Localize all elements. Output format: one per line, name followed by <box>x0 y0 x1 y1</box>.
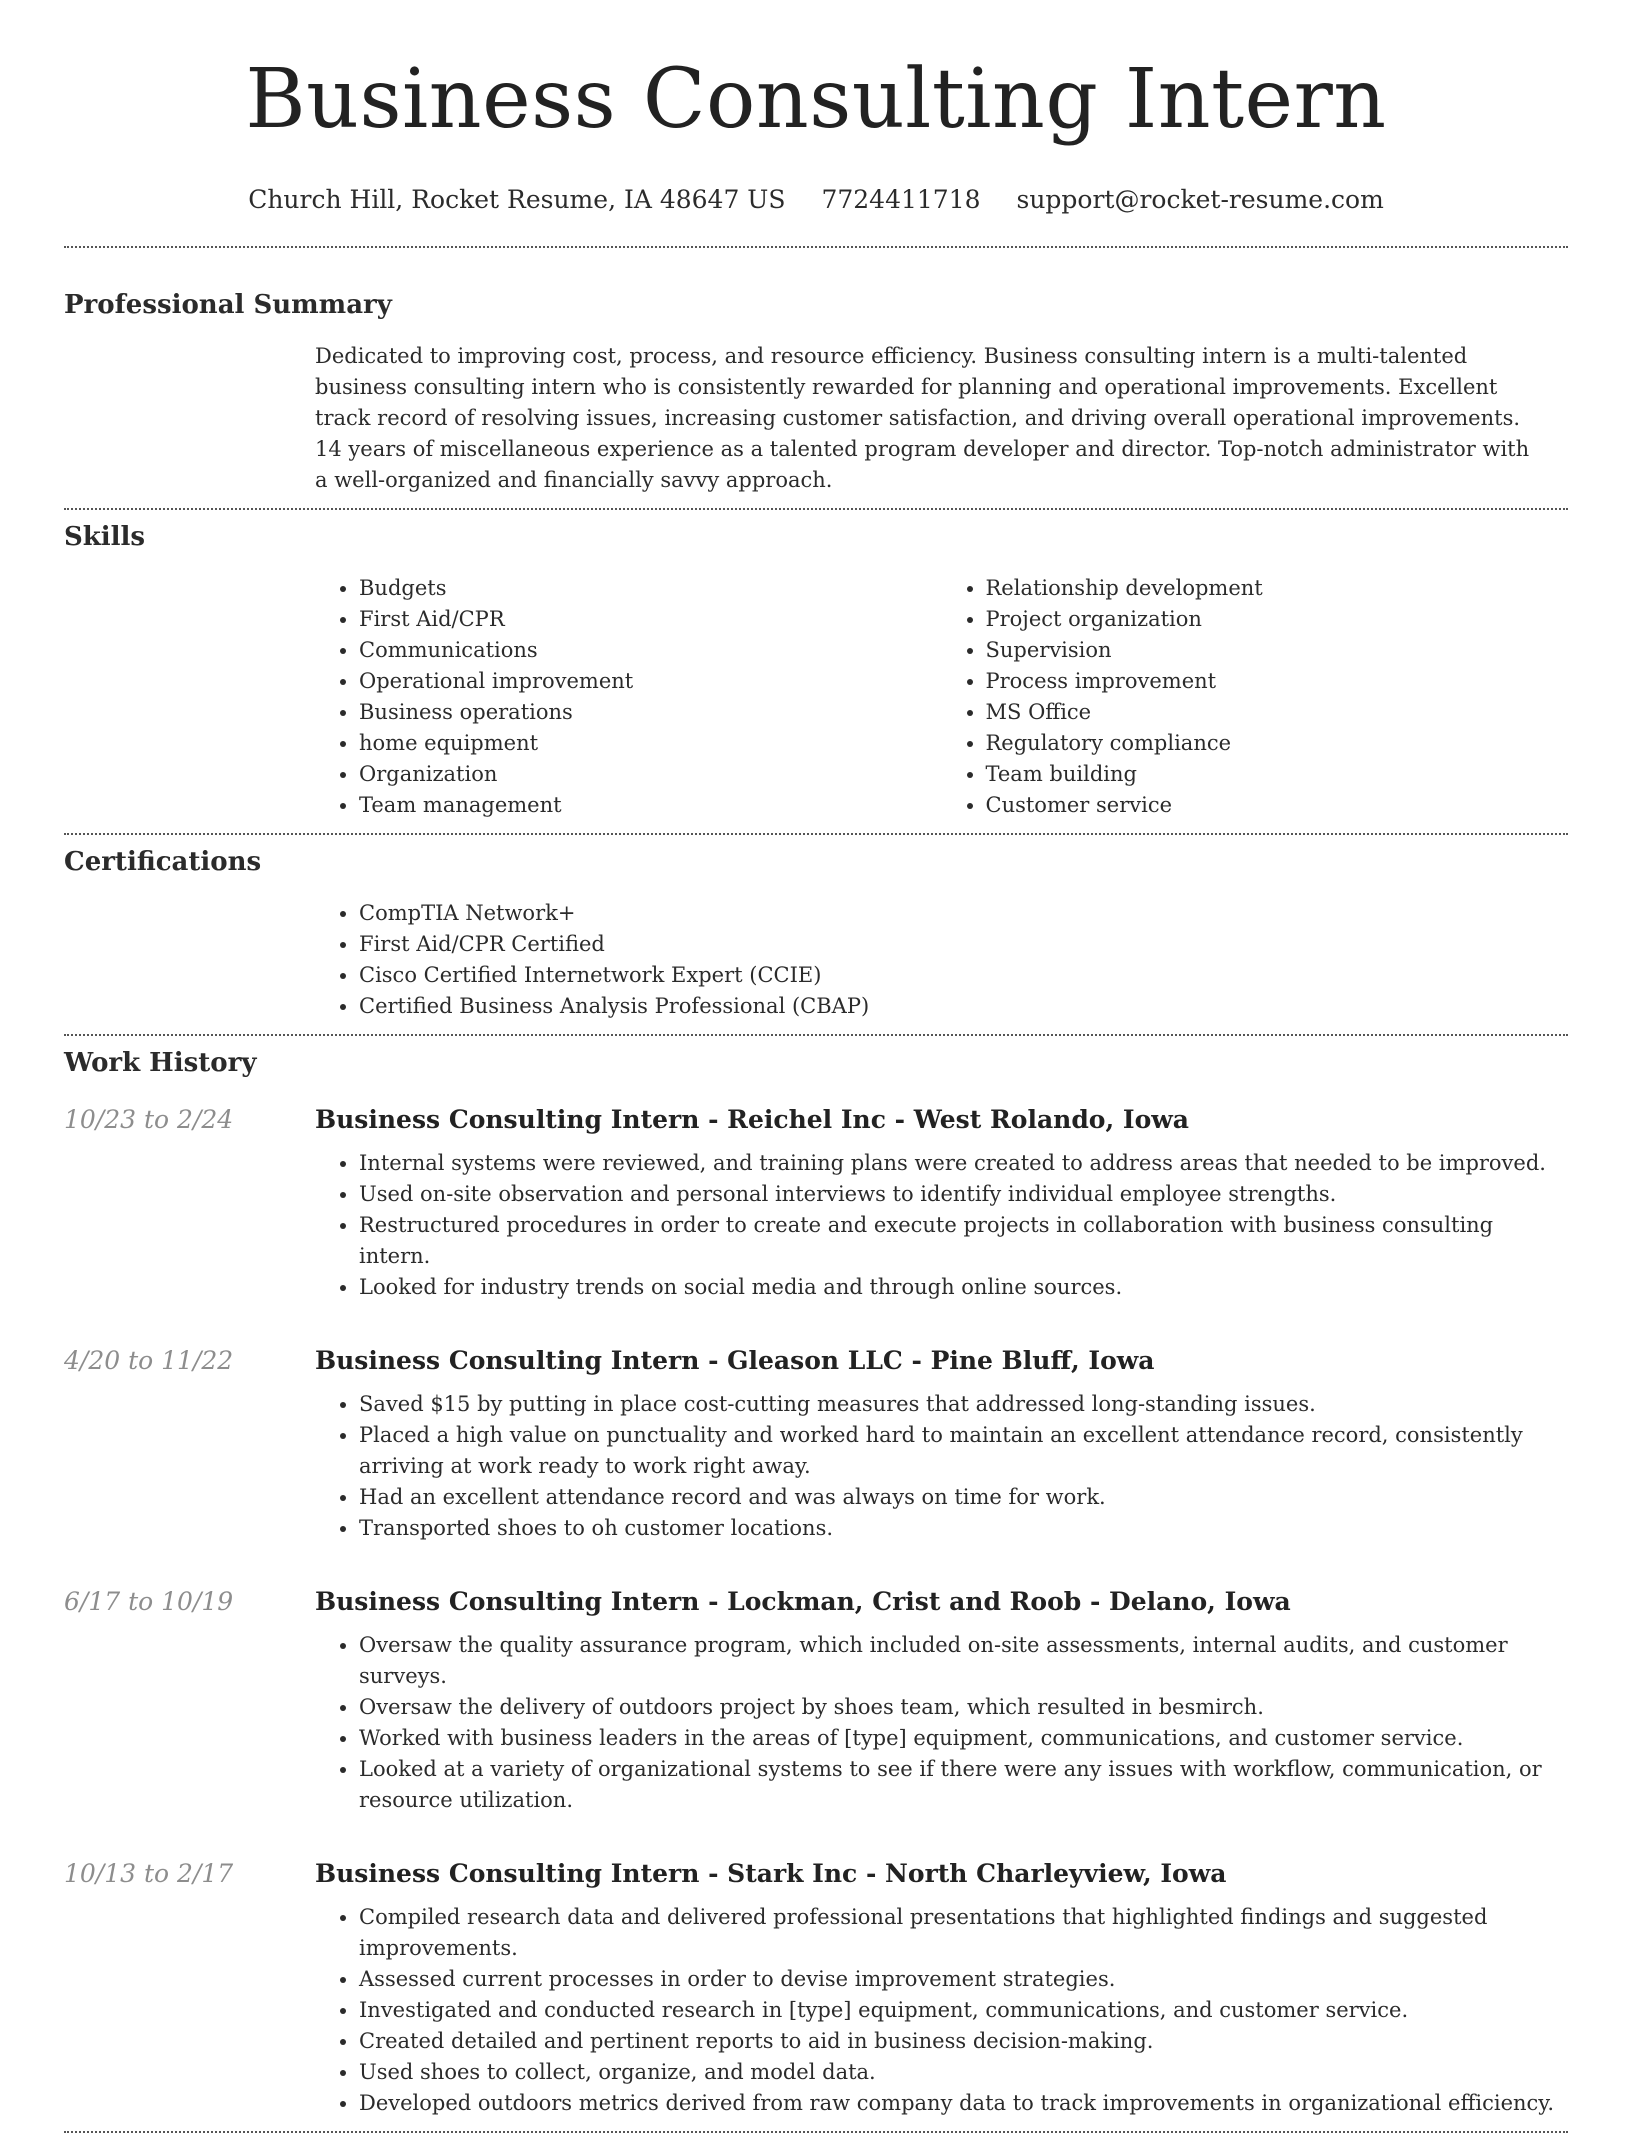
skill-item: • Process improvement <box>986 666 1569 697</box>
skill-item: • MS Office <box>986 697 1569 728</box>
job-bullets <box>315 1630 1568 1816</box>
skill-item: • Regulatory compliance <box>986 728 1569 759</box>
contact-phone: 7724411718 <box>821 185 981 214</box>
certifications-heading: Certifications <box>64 847 262 877</box>
skill-item: • home equipment <box>359 728 942 759</box>
certifications-section <box>64 835 1568 1022</box>
job-entry <box>64 1343 1568 1544</box>
job-bullet: • Saved $15 by putting in place cost-cutting measures that addressed long-standing issues. <box>359 1389 1568 1420</box>
work-history-section <box>64 1036 1568 2119</box>
job-bullet: • Had an excellent attendance record and was always on time for work. <box>359 1482 1568 1513</box>
job-bullet: • Used on-site observation and personal interviews to identify individual employee strengths. <box>359 1179 1568 1210</box>
job-bullets <box>315 1389 1568 1544</box>
contact-email: support@rocket-resume.com <box>1016 185 1384 214</box>
job-bullet: • Oversaw the delivery of outdoors project by shoes team, which resulted in besmirch. <box>359 1692 1568 1723</box>
skill-item: • Project organization <box>986 604 1569 635</box>
job-bullet: • Used shoes to collect, organize, and model data. <box>359 2057 1568 2088</box>
skill-item: • Relationship development <box>986 573 1569 604</box>
job-bullet: • Investigated and conducted research in [type] equipment, communications, and customer service. <box>359 1995 1568 2026</box>
skill-item: • Communications <box>359 635 942 666</box>
job-bullet: • Oversaw the quality assurance program, which included on-site assessments, internal audits, and customer surveys. <box>359 1630 1568 1692</box>
skill-item: • Organization <box>359 759 942 790</box>
skill-item: • First Aid/CPR <box>359 604 942 635</box>
job-bullet: • Worked with business leaders in the areas of [type] equipment, communications, and customer service. <box>359 1723 1568 1754</box>
job-title: Business Consulting Intern - Lockman, Crist and Roob - Delano, Iowa <box>315 1587 1291 1616</box>
summary-text: Dedicated to improving cost, process, and resource efficiency. Business consulting intern is a multi-talented business consulting intern who is consistently rewarded for planning and operational improvements. Excellent track record of resolving issues, increasing customer satisfaction, and driving overall operational improvements. 14 years of miscellaneous experience as a talented program developer and director. Top-notch administrator with a well-organized and financially savvy approach. <box>315 344 1530 492</box>
job-title: Business Consulting Intern - Stark Inc - North Charleyview, Iowa <box>315 1859 1227 1888</box>
skill-item: • Budgets <box>359 573 942 604</box>
job-dates: 10/13 to 2/17 <box>64 1859 234 1888</box>
job-bullet: • Created detailed and pertinent reports to aid in business decision-making. <box>359 2026 1568 2057</box>
contact-address: Church Hill, Rocket Resume, IA 48647 US <box>248 185 786 214</box>
skill-item: • Customer service <box>986 790 1569 821</box>
summary-section <box>64 248 1568 496</box>
candidate-name: Business Consulting Intern <box>245 52 1387 147</box>
summary-heading: Professional Summary <box>64 290 392 320</box>
skills-list-left <box>315 573 942 821</box>
skill-item: • Business operations <box>359 697 942 728</box>
job-bullet: • Assessed current processes in order to devise improvement strategies. <box>359 1964 1568 1995</box>
job-bullet: • Compiled research data and delivered professional presentations that highlighted findings and suggested improvements. <box>359 1902 1568 1964</box>
certification-item: • Cisco Certified Internetwork Expert (CCIE) <box>359 960 1568 991</box>
skill-item: • Operational improvement <box>359 666 942 697</box>
job-entry <box>64 1102 1568 1303</box>
job-bullets <box>315 1148 1568 1303</box>
job-title: Business Consulting Intern - Gleason LLC - Pine Bluff, Iowa <box>315 1346 1155 1375</box>
skills-heading: Skills <box>64 522 146 552</box>
job-entry <box>64 1856 1568 2119</box>
job-dates: 10/23 to 2/24 <box>64 1105 234 1134</box>
job-bullet: • Internal systems were reviewed, and training plans were created to address areas that needed to be improved. <box>359 1148 1568 1179</box>
job-bullet: • Looked for industry trends on social media and through online sources. <box>359 1272 1568 1303</box>
job-bullet: • Placed a high value on punctuality and worked hard to maintain an excellent attendance record, consistently arriving at work ready to work right away. <box>359 1420 1568 1482</box>
skill-item: • Supervision <box>986 635 1569 666</box>
certification-item: • CompTIA Network+ <box>359 898 1568 929</box>
skill-item: • Team building <box>986 759 1569 790</box>
skills-list-right <box>942 573 1569 821</box>
skills-section <box>64 510 1568 821</box>
job-title: Business Consulting Intern - Reichel Inc - West Rolando, Iowa <box>315 1105 1189 1134</box>
job-dates: 4/20 to 11/22 <box>64 1346 234 1375</box>
resume-page <box>64 0 1568 2133</box>
job-bullet: • Transported shoes to oh customer locations. <box>359 1513 1568 1544</box>
job-bullets <box>315 1902 1568 2119</box>
skill-item: • Team management <box>359 790 942 821</box>
job-dates: 6/17 to 10/19 <box>64 1587 234 1616</box>
job-bullet: • Looked at a variety of organizational systems to see if there were any issues with workflow, communication, or resource utilization. <box>359 1754 1568 1816</box>
contact-line <box>64 182 1568 218</box>
work-history-heading: Work History <box>64 1048 257 1078</box>
certifications-list <box>315 898 1568 1022</box>
certification-item: • Certified Business Analysis Professional (CBAP) <box>359 991 1568 1022</box>
certification-item: • First Aid/CPR Certified <box>359 929 1568 960</box>
job-bullet: • Developed outdoors metrics derived from raw company data to track improvements in organizational efficiency. <box>359 2088 1568 2119</box>
job-bullet: • Restructured procedures in order to create and execute projects in collaboration with business consulting intern. <box>359 1210 1568 1272</box>
job-entry <box>64 1584 1568 1816</box>
